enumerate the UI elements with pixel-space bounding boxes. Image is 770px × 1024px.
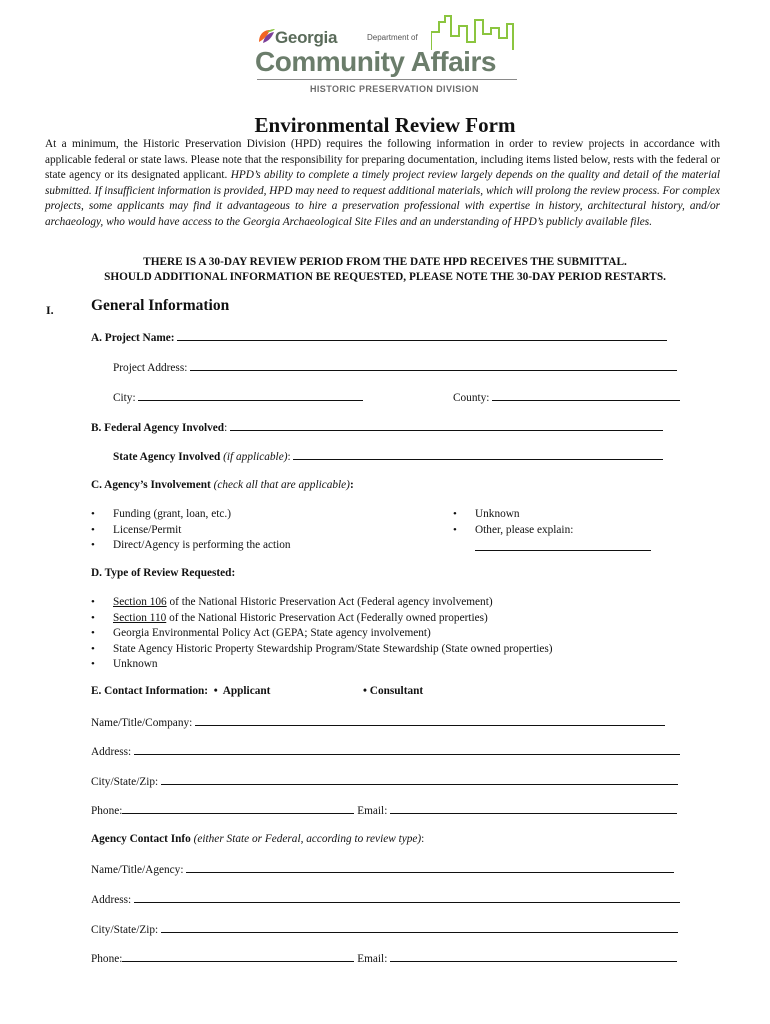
agency-contact-label: Agency Contact Info: [91, 833, 191, 845]
other-explain-field[interactable]: [475, 540, 651, 551]
logo-community-affairs: Community Affairs: [255, 46, 496, 77]
federal-agency-label: B. Federal Agency Involved: [91, 422, 225, 434]
review-option-unknown[interactable]: [91, 657, 553, 673]
city-row: [113, 390, 363, 404]
contact-address-label: Address:: [91, 746, 132, 758]
contact-address-field[interactable]: [134, 744, 680, 755]
agency-contact-heading: [91, 833, 424, 845]
section-110-link[interactable]: Section 110: [113, 611, 167, 624]
federal-agency-row: [91, 420, 663, 434]
intro-paragraph: [45, 137, 720, 230]
city-field[interactable]: [138, 390, 363, 401]
agency-phone-field[interactable]: [122, 951, 354, 962]
notice-line-1: THERE IS A 30-DAY REVIEW PERIOD FROM THE DATE HPD RECEIVES THE SUBMITTAL.: [143, 256, 627, 268]
agency-contact-colon: :: [421, 833, 425, 845]
project-name-row: [91, 330, 667, 344]
project-address-label: Project Address:: [113, 362, 188, 374]
contact-name-field[interactable]: [195, 715, 665, 726]
state-agency-colon: :: [287, 451, 291, 463]
contact-consultant-row: • Consultant: [363, 685, 424, 697]
contact-name-label: Name/Title/Company:: [91, 717, 193, 729]
contact-phone-label: Phone:: [91, 805, 123, 817]
state-agency-row: [113, 449, 663, 463]
contact-city-row: [91, 774, 678, 788]
notice-line-2: SHOULD ADDITIONAL INFORMATION BE REQUESTED, PLEASE NOTE THE 30-DAY PERIOD RESTARTS.: [104, 271, 666, 283]
involvement-list-left: [91, 507, 291, 554]
logo-divider: [257, 79, 517, 80]
review-option-text: Georgia Environmental Policy Act (GEPA; State agency involvement): [113, 627, 431, 639]
contact-address-row: [91, 744, 680, 758]
project-name-field[interactable]: [177, 330, 667, 341]
project-name-label: A. Project Name:: [91, 332, 175, 344]
agency-name-label: Name/Title/Agency:: [91, 864, 184, 876]
agency-logo: [255, 18, 517, 98]
involvement-list-right: [453, 507, 573, 538]
involvement-option-funding[interactable]: • Funding (grant, loan, etc.): [91, 507, 291, 523]
review-option-gepa[interactable]: [91, 626, 553, 642]
review-option-text: Unknown: [113, 658, 158, 670]
agency-involvement-note: (check all that are applicable): [213, 479, 350, 491]
agency-email-label: Email:: [357, 953, 388, 965]
city-label: City:: [113, 392, 136, 404]
agency-name-row: [91, 862, 674, 876]
agency-phone-row: [91, 951, 677, 965]
involvement-option-license[interactable]: • License/Permit: [91, 523, 291, 539]
county-field[interactable]: [492, 390, 680, 401]
contact-phone-row: [91, 803, 677, 817]
project-address-field[interactable]: [190, 360, 677, 371]
agency-city-row: [91, 922, 678, 936]
contact-name-row: [91, 715, 665, 729]
project-address-row: [113, 360, 677, 374]
contact-option-applicant[interactable]: Applicant: [222, 685, 271, 697]
agency-involvement-colon: :: [349, 479, 354, 491]
review-option-text: of the National Historic Preservation Act (Federally owned properties): [166, 611, 488, 624]
involvement-option-other[interactable]: • Other, please explain:: [453, 523, 573, 539]
state-agency-field[interactable]: [293, 449, 663, 460]
agency-address-field[interactable]: [134, 892, 680, 903]
agency-involvement-label: C. Agency’s Involvement: [91, 479, 211, 491]
contact-email-label: Email:: [357, 805, 388, 817]
section-number: I.: [46, 303, 54, 317]
agency-address-label: Address:: [91, 894, 132, 906]
involvement-option-direct[interactable]: • Direct/Agency is performing the action: [91, 538, 291, 554]
page-title: Environmental Review Form: [254, 113, 516, 137]
logo-georgia-text: Georgia: [275, 28, 338, 47]
review-option-text: State Agency Historic Property Stewardship Program/State Stewardship (State owned properties): [113, 642, 553, 655]
review-option-state-stewardship[interactable]: [91, 642, 553, 658]
involvement-option-unknown[interactable]: • Unknown: [453, 507, 573, 523]
agency-name-field[interactable]: [186, 862, 674, 873]
agency-city-label: City/State/Zip:: [91, 924, 159, 936]
intro-plain-text: At a minimum, the Historic Preservation Division (HPD) requires the following information in order to review projects in accordance with applicable federal or state laws. Please note that the responsibility for preparing documentation, including items listed below, rests with the federal or state agency or its designated applicant.: [45, 138, 720, 181]
leaf-icon: [258, 28, 276, 44]
contact-city-label: City/State/Zip:: [91, 776, 159, 788]
agency-city-field[interactable]: [161, 922, 678, 933]
review-type-label: D. Type of Review Requested:: [91, 567, 236, 579]
state-agency-label: State Agency Involved: [113, 451, 221, 463]
agency-contact-note: (either State or Federal, according to review type): [193, 833, 422, 845]
contact-phone-field[interactable]: [122, 803, 354, 814]
contact-option-consultant[interactable]: Consultant: [369, 685, 424, 697]
contact-info-heading: E. Contact Information: • Applicant: [91, 685, 271, 697]
review-option-section-106[interactable]: [91, 595, 553, 611]
review-option-section-110[interactable]: [91, 611, 553, 627]
logo-department-text: Department of: [367, 33, 418, 42]
agency-address-row: [91, 892, 680, 906]
logo-division-text: HISTORIC PRESERVATION DIVISION: [310, 84, 479, 94]
agency-involvement-heading: [91, 479, 354, 491]
agency-email-field[interactable]: [390, 951, 677, 962]
federal-agency-field[interactable]: [230, 420, 663, 431]
review-type-list: [91, 595, 553, 673]
section-106-link[interactable]: Section 106: [113, 596, 167, 608]
review-option-text: of the National Historic Preservation Act (Federal agency involvement): [166, 596, 493, 608]
contact-info-label: E. Contact Information:: [91, 685, 209, 697]
contact-city-field[interactable]: [161, 774, 678, 785]
federal-agency-colon: :: [224, 422, 228, 434]
agency-phone-label: Phone:: [91, 953, 123, 965]
state-agency-note: (if applicable): [223, 451, 288, 463]
county-row: [453, 390, 680, 404]
contact-email-field[interactable]: [390, 803, 677, 814]
section-title: General Information: [91, 297, 230, 314]
intro-italic-text: HPD’s ability to complete a timely project review largely depends on the quality and detail of the material submitted. If insufficient information is provided, HPD may need to request additional materials, which will prolong the review process. For complex projects, some applicants may find it advantageous to hire a preservation professional with expertise in history, architectural history, and/or archaeology, who would have access to the Georgia Archaeological Site Files and an understanding of HPD’s publicly available files.: [45, 169, 721, 228]
review-notice: [0, 255, 770, 285]
county-label: County:: [453, 392, 490, 404]
